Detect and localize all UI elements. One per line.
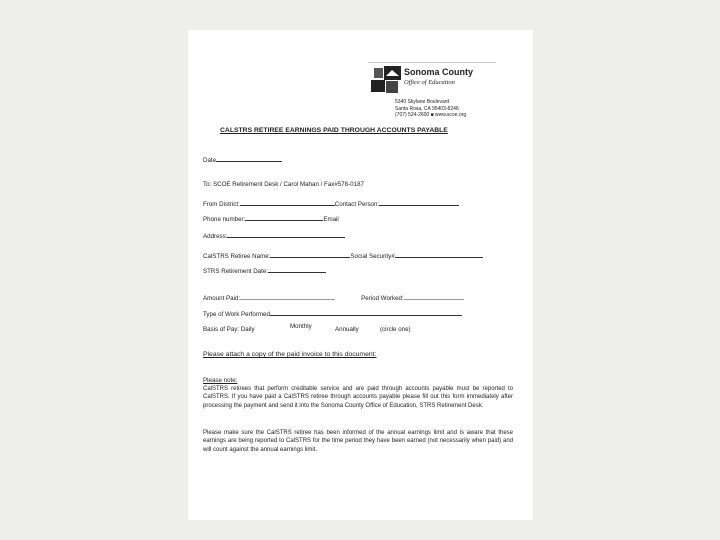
address-line-1: 5340 Skylane Boulevard [395, 99, 450, 105]
date-field[interactable] [203, 155, 282, 165]
monthly-option[interactable]: Monthly [290, 323, 312, 330]
form-title: CALSTRS RETIREE EARNINGS PAID THROUGH ACCOUNTS PAYABLE [220, 127, 448, 134]
ssn-label: Social Security# [350, 253, 395, 260]
scoe-logo-icon [371, 66, 403, 94]
header-rule [368, 62, 496, 63]
retiree-name-label: CalSTRS Retiree Name: [203, 253, 271, 260]
to-line: To: SCOE Retirement Desk / Carol Mahan / Fax#578-0187 [203, 181, 364, 188]
basis-label: Basis of Pay: Daily [203, 326, 255, 333]
retirement-date-label: STRS Retirement Date: [203, 268, 268, 275]
address-label: Address: [203, 233, 228, 240]
annually-option[interactable]: Annually [335, 326, 359, 333]
phone-field[interactable] [203, 214, 339, 224]
note-heading: Please note: [203, 377, 238, 384]
period-worked-label: Period Worked: [361, 295, 404, 302]
note-paragraph-1: CalSTRS retirees that perform creditable service and are paid through accounts payable must be reported to CalSTRS. If you have paid a CalSTRS retiree through accounts payable please fill out this form immediately after processing the payment and send it into the Sonoma County Office of Education, STRS Retirement Desk. [203, 386, 513, 409]
note-paragraph-2: Please make sure the CalSTRS retiree has been informed of the annual earnings limit and is aware that these earnings are being reported to CalSTRS for the time period they have been earned (not necessarily when paid) and will count against the annual earnings limit. [203, 430, 513, 453]
work-type-field[interactable] [203, 309, 462, 319]
org-name: Sonoma County [404, 67, 473, 77]
attach-invoice-note: Please attach a copy of the paid invoice to this document: [203, 351, 377, 358]
amount-paid-field[interactable] [203, 293, 464, 303]
retirement-date-field[interactable] [203, 266, 326, 276]
date-label: Date [203, 157, 217, 164]
basis-of-pay-field[interactable] [203, 323, 411, 334]
phone-label: Phone number: [203, 216, 246, 223]
circle-one-note: (circle one) [380, 326, 411, 333]
from-district-field[interactable] [203, 199, 459, 209]
amount-paid-label: Amount Paid: [203, 295, 241, 302]
address-line-2: Santa Rosa, CA 95403-8246 [395, 105, 459, 112]
address-field[interactable] [203, 231, 345, 241]
org-subtitle: Office of Education [404, 79, 455, 86]
document-page [188, 30, 533, 520]
contact-person-label: Contact Person: [334, 201, 380, 208]
retiree-name-field[interactable] [203, 251, 483, 261]
from-district-label: From District: [203, 201, 240, 208]
work-type-label: Type of Work Performed [203, 311, 270, 318]
contact-line: (707) 524-2600 ■ www.scoe.org [395, 112, 467, 118]
email-label: Email [323, 216, 339, 223]
